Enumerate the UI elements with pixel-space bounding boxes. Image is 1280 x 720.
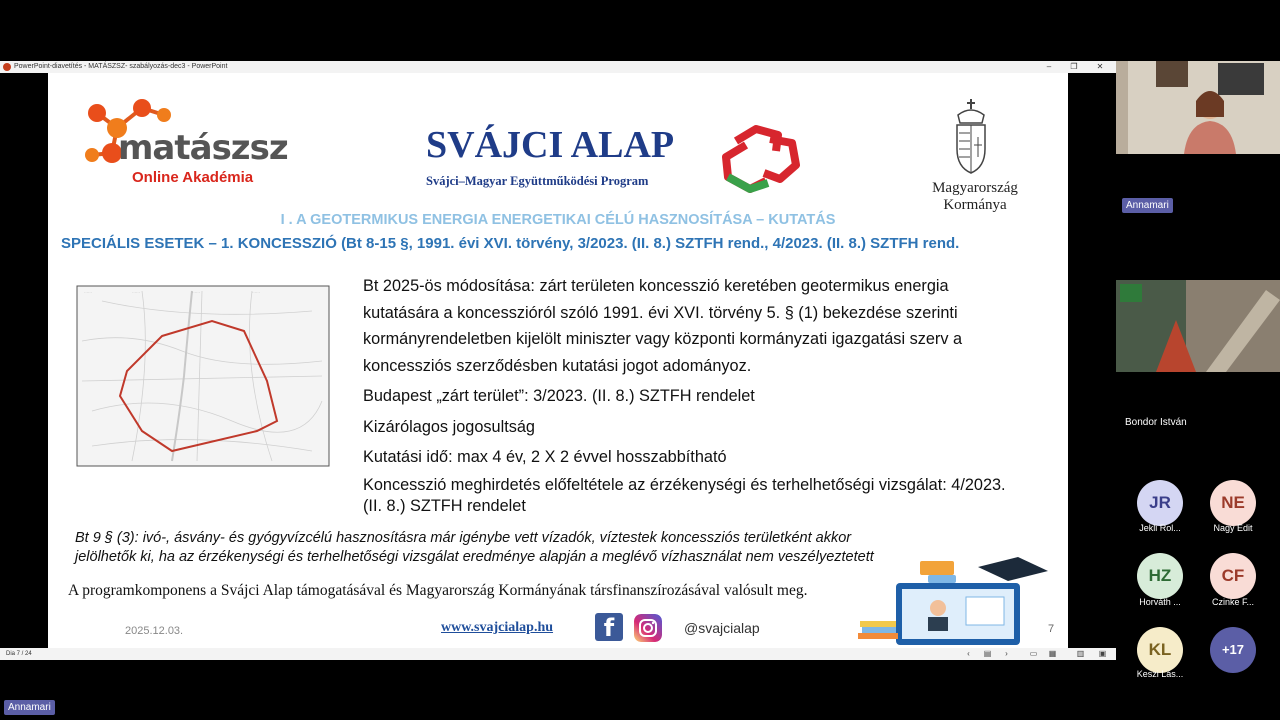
svajci-alap-subtitle: Svájci–Magyar Együttműködési Program [426,174,649,188]
next-slide-icon[interactable]: › [1005,649,1008,658]
slide-sorter-icon[interactable]: ▦ [1048,649,1057,658]
avatar-name: Czinke F... [1211,597,1254,607]
avatar-name: Horváth ... [1139,597,1181,607]
kormany-line-1: Magyarország [932,180,1018,196]
normal-view-icon[interactable]: ▭ [1029,649,1038,658]
participant-name: Bondor István [1125,417,1187,428]
previous-slide-icon[interactable]: ‹ [967,649,970,658]
reading-view-icon[interactable]: ▥ [1076,649,1085,658]
slideshow-view-icon[interactable]: ▣ [1098,649,1107,658]
more-participants-button[interactable]: +17 [1210,627,1256,673]
online-education-illustration [848,553,1048,648]
window-title: PowerPoint-diavetítés - MATÁSZSZ- szabályozás-dec3 - PowerPoint [14,63,228,70]
legal-note: Bt 9 § (3): ivó-, ásvány- és gyógyvízcélú hasznosításra már igénybe vett vízadók, víztestek koncessziós területként akkor jelölhetők ki, ha az érzékenységi és terhelhetőségi vizsgálat eredménye alapján a meglévő vízhasználat nem veszélyeztetett [75,530,874,565]
participant-video-tile[interactable] [1116,280,1280,372]
avatar[interactable]: JR [1137,480,1183,526]
kormany-logo-label [910,180,1040,214]
avatar-name: Nagy Edit [1213,523,1253,533]
bottom-name-tag: Annamari [4,700,55,715]
avatar[interactable]: CF [1210,553,1256,599]
avatar[interactable]: KL [1137,627,1183,673]
slide-date: 2025.12.03. [125,625,184,637]
presenter-video-icon [1116,61,1280,154]
paragraph-3: Kizárólagos jogosultság [363,417,535,436]
matasz-logo-text: matászsz [118,128,288,168]
svg-text:……: …… [252,289,260,294]
powerpoint-icon [3,63,11,71]
svg-text:……: …… [132,289,140,294]
slide-subheading: SPECIÁLIS ESETEK – 1. KONCESSZIÓ (Bt 8-15 §, 1991. évi XVI. törvény, 3/2023. (II. 8.) SZTFH rend., 4/2023. (II. 8.) SZTFH rend. [61,235,960,252]
slide-counter: Dia 7 / 24 [6,651,32,657]
slide [48,73,1068,648]
instagram-handle: @svajcialap [684,620,760,636]
presenter-video-tile[interactable] [1116,61,1280,154]
matasz-logo-subtitle: Online Akadémia [132,169,254,186]
slide-page-number: 7 [1048,623,1055,635]
slide-area [0,73,1116,648]
svajci-alap-logo-icon [716,121,802,199]
powerpoint-window [0,61,1116,660]
avatar[interactable]: HZ [1137,553,1183,599]
svajci-alap-title: SVÁJCI ALAP [426,124,675,166]
svg-text:……: …… [192,289,200,294]
slide-heading: I . A GEOTERMIKUS ENERGIA ENERGETIKAI CÉLÚ HASZNOSÍTÁSA – KUTATÁS [280,212,836,228]
slide-menu-icon[interactable]: ▤ [983,649,992,658]
website-link[interactable]: www.svajcialap.hu [441,620,554,635]
slide-body [363,273,1013,521]
instagram-icon [634,614,662,642]
kormany-line-2: Kormánya [943,197,1007,213]
budapest-map [72,281,334,471]
avatar[interactable]: NE [1210,480,1256,526]
facebook-icon: f [595,613,623,641]
window-titlebar [0,61,1116,73]
status-bar [0,648,1116,660]
restore-icon[interactable]: ❐ [1070,62,1078,71]
presenter-name-tag: Annamari [1122,198,1173,213]
minimize-icon[interactable]: – [1046,62,1052,71]
avatar-name: Keszi Lás... [1136,669,1184,679]
svg-text:……: …… [84,289,92,294]
avatar-name: Jekli Rol... [1139,523,1181,533]
paragraph-1: Bt 2025-ös módosítása: zárt területen koncesszió keretében geotermikus energia kutatására a koncesszióról szóló 1991. évi XVI. törvény 5. § (1) bekezdése szerinti kormányrendeletben kijelölt miniszter vagy központi kormányzati igazgatási szerv a koncessziós szerződésben kutatási jogot adományoz. [363,277,963,375]
participant-video-icon [1116,280,1280,372]
paragraph-2: Budapest „zárt terület”: 3/2023. (II. 8.) SZTFH rendelet [363,387,755,405]
paragraph-5: Koncesszió meghirdetés előfeltétele az érzékenységi és terhelhetőségi vizsgálat: 4/2023. (II. 8.) SZTFH rendelet [363,475,1006,515]
support-statement: A programkomponens a Svájci Alap támogatásával és Magyarország Kormányának társfinanszírozásával valósult meg. [68,582,808,599]
close-icon[interactable]: ✕ [1096,62,1104,71]
coat-of-arms-icon [952,97,990,177]
paragraph-4: Kutatási idő: max 4 év, 2 X 2 évvel hosszabbítható [363,448,727,466]
